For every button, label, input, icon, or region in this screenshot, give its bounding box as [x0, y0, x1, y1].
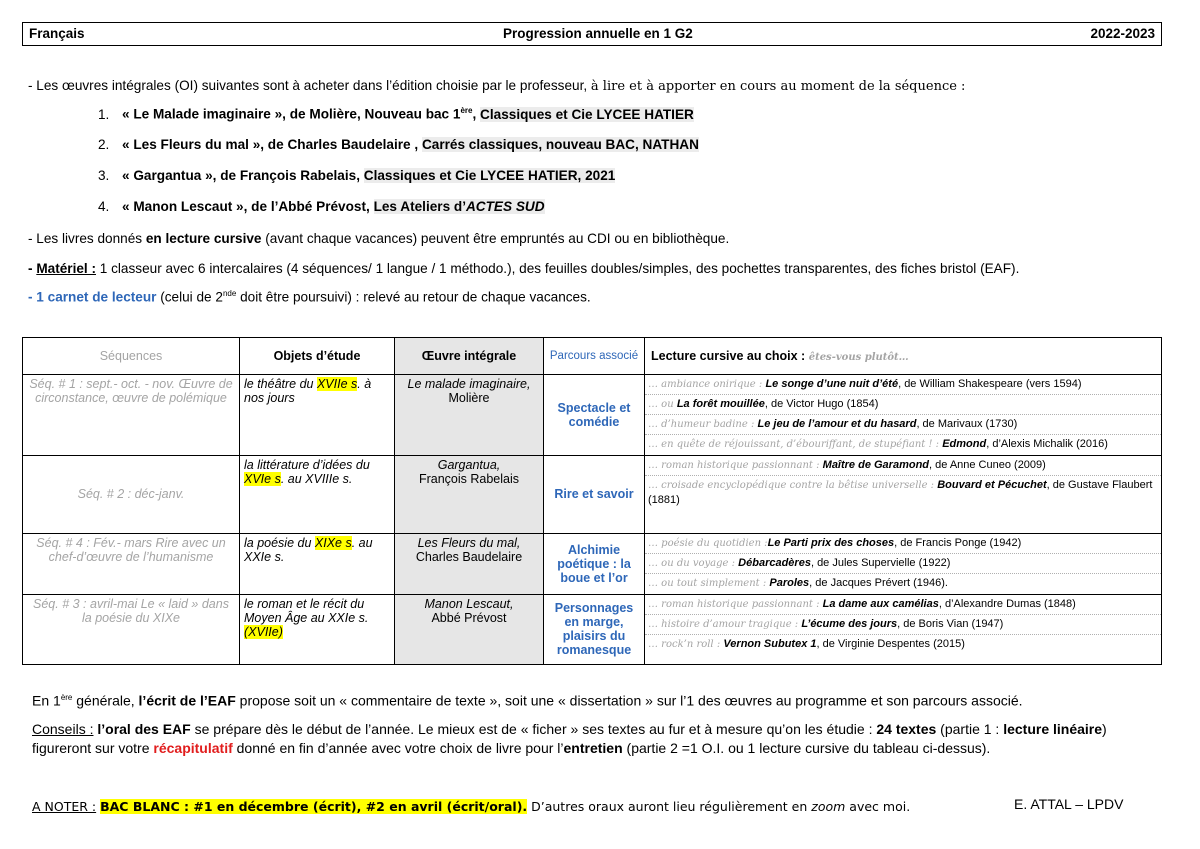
parcours-cell: Alchimie poétique : la boue et l’or — [544, 534, 645, 594]
header-year: 2022-2023 — [1090, 26, 1155, 41]
book-number: 1. — [98, 106, 110, 122]
noter-line: A NOTER : BAC BLANC : #1 en décembre (écrit), #2 en avril (écrit/oral). D’autres oraux auront lieu régulièrement en zoom avec moi. — [32, 799, 911, 814]
materiel-line: - Matériel : 1 classeur avec 6 intercalaires (4 séquences/ 1 langue / 1 méthodo.), des feuilles doubles/simples, des pochettes transparentes, des fiches bristol (EAF). — [28, 261, 1020, 276]
header-subject: Français — [29, 26, 85, 41]
book-edition: Les Ateliers d’ACTES SUD — [373, 199, 545, 214]
cursive-line: - Les livres donnés en lecture cursive (avant chaque vacances) peuvent être empruntés au CDI ou en bibliothèque. — [28, 231, 730, 246]
intro-line — [28, 78, 965, 94]
book-number: 4. — [98, 199, 110, 214]
conseils-paragraph: Conseils : l’oral des EAF se prépare dès le début de l’année. Le mieux est de « ficher » ses textes au fur et à mesure qu’on les étudie : 24 textes (partie 1 : lecture linéaire) figureront sur votre récapitulatif donné en fin d’année avec votre choix de livre pour l’entretien (partie 2 =1 O.I. ou 1 lecture cursive du tableau ci-dessus). — [32, 721, 1107, 756]
eaf-paragraph: En 1ère générale, l’écrit de l’EAF propose soit un « commentaire de texte », soit une « dissertation » sur l’1 des œuvres au programme et son parcours associé. — [32, 692, 1023, 709]
table-row — [23, 375, 1162, 455]
lecture-cell — [645, 594, 1162, 664]
oeuvre-cell: Le malade imaginaire, Molière — [395, 375, 544, 455]
book-title: « Les Fleurs du mal », de Charles Baudelaire , — [122, 137, 422, 152]
carnet-line: - 1 carnet de lecteur (celui de 2nde doit être poursuivi) : relevé au retour de chaque vacances. — [28, 289, 591, 305]
lecture-item: … poésie du quotidien :Le Parti prix des choses, de Francis Ponge (1942) — [645, 534, 1161, 554]
progression-table — [22, 337, 1162, 665]
signature: E. ATTAL – LPDV — [1014, 796, 1124, 812]
objet-cell: la littérature d’idées du XVIe s. au XVIIIe s. — [240, 455, 395, 533]
book-item — [98, 168, 615, 183]
lecture-item: … ou La forêt mouillée, de Victor Hugo (1854) — [645, 395, 1161, 415]
lecture-cell — [645, 455, 1162, 533]
book-item — [98, 137, 699, 152]
parcours-cell: Rire et savoir — [544, 455, 645, 533]
lecture-item: … croisade encyclopédique contre la bêtise universelle : Bouvard et Pécuchet, de Gustave Flaubert (1881) — [648, 478, 1153, 506]
table-header-row — [23, 338, 1162, 375]
book-item — [98, 199, 545, 214]
lecture-cell — [645, 375, 1162, 455]
header-title: Progression annuelle en 1 G2 — [503, 26, 693, 41]
book-edition: Classiques et Cie LYCEE HATIER — [480, 106, 694, 122]
book-edition: Carrés classiques, nouveau BAC, NATHAN — [421, 137, 699, 152]
lecture-item: … roman historique passionnant : La dame aux camélias, d’Alexandre Dumas (1848) — [645, 595, 1161, 615]
intro-text-serif: à lire et à apporter en cours au moment de la séquence : — [590, 79, 966, 94]
oeuvre-cell: Les Fleurs du mal, Charles Baudelaire — [395, 534, 544, 594]
parcours-cell: Personnages en marge, plaisirs du romanesque — [544, 594, 645, 664]
lecture-item: … ambiance onirique : Le songe d’une nuit d’été, de William Shakespeare (vers 1594) — [645, 375, 1161, 395]
book-title: « Manon Lescaut », de l’Abbé Prévost, — [122, 199, 374, 214]
lecture-item: … d’humeur badine : Le jeu de l’amour et du hasard, de Marivaux (1730) — [645, 415, 1161, 435]
parcours-cell: Spectacle et comédie — [544, 375, 645, 455]
intro-text: - Les œuvres intégrales (OI) suivantes sont à acheter dans l’édition choisie par le professeur, — [28, 78, 591, 93]
lecture-item: … ou du voyage : Débarcadères, de Jules Supervielle (1922) — [645, 554, 1161, 574]
header-oeuvre: Œuvre intégrale — [395, 338, 544, 375]
seq-cell: Séq. # 1 : sept.- oct. - nov. Œuvre de circonstance, œuvre de polémique — [23, 375, 240, 455]
book-number: 3. — [98, 168, 110, 183]
lecture-item: … en quête de réjouissant, d’ébouriffant, de stupéfiant ! : Edmond, d’Alexis Michalik (2016) — [648, 438, 1108, 451]
lecture-item: … roman historique passionnant : Maître de Garamond, de Anne Cuneo (2009) — [645, 456, 1161, 476]
book-sup: ère — [460, 106, 473, 115]
book-item: 1. « Le Malade imaginaire », de Molière, Nouveau bac 1ère, Classiques et Cie LYCEE HATIER — [98, 106, 694, 122]
header-lecture: Lecture cursive au choix : êtes-vous plutôt… — [645, 338, 1162, 375]
book-title: « Le Malade imaginaire », de Molière, Nouveau bac 1 — [122, 106, 461, 122]
oeuvre-cell: Gargantua, François Rabelais — [395, 455, 544, 533]
seq-cell: Séq. # 2 : déc-janv. — [23, 455, 240, 533]
header-objets: Objets d’étude — [240, 338, 395, 375]
table-row — [23, 455, 1162, 533]
seq-cell: Séq. # 4 : Fév.- mars Rire avec un chef-d’œuvre de l’humanisme — [23, 534, 240, 594]
lecture-cell — [645, 534, 1162, 594]
header-parcours: Parcours associé — [544, 338, 645, 375]
table-row — [23, 594, 1162, 664]
book-edition: Classiques et Cie LYCEE HATIER, 2021 — [363, 168, 616, 183]
objet-cell: le théâtre du XVIIe s. à nos jours — [240, 375, 395, 455]
lecture-item: … histoire d’amour tragique : L’écume des jours, de Boris Vian (1947) — [645, 615, 1161, 635]
lecture-item: … rock’n roll : Vernon Subutex 1, de Virginie Despentes (2015) — [648, 637, 965, 650]
oeuvre-cell: Manon Lescaut, Abbé Prévost — [395, 594, 544, 664]
seq-cell: Séq. # 3 : avril-mai Le « laid » dans la poésie du XIXe — [23, 594, 240, 664]
lecture-item: … ou tout simplement : Paroles, de Jacques Prévert (1946). — [648, 577, 948, 590]
objet-cell: le roman et le récit du Moyen Âge au XXIe s. (XVIIe) — [240, 594, 395, 664]
book-title: « Gargantua », de François Rabelais, — [122, 168, 364, 183]
table-row — [23, 534, 1162, 594]
header-sequences: Séquences — [23, 338, 240, 375]
objet-cell: la poésie du XIXe s. au XXIe s. — [240, 534, 395, 594]
page-header — [22, 22, 1162, 46]
book-number: 2. — [98, 137, 110, 152]
